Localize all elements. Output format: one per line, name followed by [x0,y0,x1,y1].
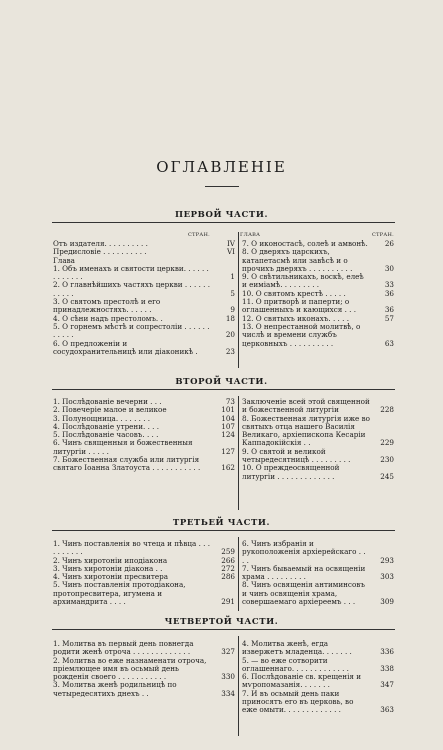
toc-column-left [53,398,235,473]
toc-entry[interactable]: 3. Полунощница. . . . . . . . 104 [53,413,235,423]
toc-entry[interactable]: 3. О святомъ престолѣ и его принадлежностяхъ. . . . . . 9 [53,297,235,315]
toc-entry[interactable]: 6. О предложеніи и сосудохранительницѣ или діаконикѣ . 23 [53,338,235,356]
title-divider [205,186,239,187]
toc-entry[interactable]: 3. Молитва женѣ родильницѣ по четыредесятихъ днехъ . . 334 [53,680,235,698]
toc-entry[interactable]: 5. О горнемъ мѣстѣ и сопрестоліи . . . . . . . . . . . 20 [53,321,235,340]
toc-entry[interactable]: 9. О святой и великой четыредесятницѣ . . . . . . . . . 230 [242,446,394,465]
section-rule [52,530,395,531]
toc-entry[interactable]: 1. Молитва въ первый день повнегда родити женѣ отроча . . . . . . . . . . . . . 327 [53,639,235,657]
column-header-chapter: ГЛАВА [240,232,261,238]
toc-entry[interactable]: 3. Чинъ хиротоніи діакона . . 272 [53,563,235,573]
toc-entry[interactable]: 7. И въ осьмый день паки приносятъ его въ церковь, во еже омыти. . . . . . . . . . . . . 363 [242,688,394,715]
column-divider [238,537,239,611]
section-heading-part3: ТРЕТЬЕЙ ЧАСТИ. [172,518,271,528]
toc-entry[interactable]: 10. О святомъ крестѣ . . . . . 36 [242,288,394,298]
toc-entry[interactable]: Отъ издателя. . . . . . . . . . IV [53,239,235,248]
section-heading-part4: ЧЕТВЕРТОЙ ЧАСТИ. [164,617,279,627]
toc-column-right [242,540,394,606]
toc-entry[interactable]: 7. О иконостасѣ, солеѣ и амвонѣ. 26 [242,239,394,248]
toc-entry[interactable]: 8. Чинъ освященія антиминсовъ и чинъ освященія храма, совершаемаго архіереемъ . . . 309 [242,580,394,607]
column-header-pages: СТРАН. [188,232,211,238]
column-divider [238,396,239,510]
toc-column-right [242,398,394,481]
column-divider [238,232,239,368]
toc-entry[interactable]: 5. Послѣдованіе часовъ. . . . 124 [53,430,235,440]
toc-entry[interactable]: 5. Чинъ поставленія протодіакона, протопресвитера, игумена и архимандрита . . . . 291 [53,580,235,607]
toc-entry[interactable]: 12. О святыхъ иконахъ. . . . . 57 [242,313,394,323]
toc-column-left [53,240,235,356]
toc-entry[interactable]: 8. Божественная литургія иже во святыхъ отца нашего Василія Великаго, архіепископа Кесаріи Каппадокійскія . . 229 [242,413,394,448]
toc-entry[interactable]: 6. Послѣдованіе св. крещенія и мѵропомазанія. . . . . . . 347 [242,672,394,690]
toc-column-right [242,240,394,348]
toc-column-right [242,640,394,715]
toc-column-left [53,640,235,698]
toc-entry[interactable]: 2. О главнѣйшихъ частяхъ церкви . . . . . . . . . . . 5 [53,280,235,298]
column-header-pages: СТРАН. [372,232,395,238]
toc-entry[interactable]: 4. Послѣдованіе утрени. . . . 107 [53,421,235,431]
section-rule [52,629,395,630]
section-rule [52,389,395,390]
toc-column-left [53,540,235,606]
toc-entry[interactable]: 8. О дверяхъ царскихъ, катапетасмѣ или завѣсѣ и о прочихъ дверяхъ . . . . . . . . . . 30 [242,247,394,273]
toc-entry[interactable]: 11. О притворѣ и паперти; о оглашенныхъ и кающихся . . . 36 [242,297,394,315]
toc-entry[interactable]: 2. Чинъ хиротоніи иподіакона 266 [53,555,235,565]
toc-entry[interactable]: Заключеніе всей этой священной и божественной литургіи 228 [242,397,394,415]
section-rule [52,222,395,223]
page-title: ОГЛАВЛЕНІЕ [156,158,287,176]
toc-entry[interactable]: Предисловіе . . . . . . . . . . VI [53,247,235,257]
toc-entry[interactable]: 1. Послѣдованіе вечерни . . . 73 [53,397,235,406]
toc-entry[interactable]: 7. Чинъ бываемый на освященіи храма . . . . . . . . . 303 [242,563,394,582]
toc-entry[interactable]: 2. Молитва во еже назнаменати отроча, пріемлющее имя въ осьмый день рожденія своего . . . . . . . . . . . 330 [53,655,235,682]
section-heading-part2: ВТОРОЙ ЧАСТИ. [175,377,268,387]
toc-entry[interactable]: 1. Чинъ поставленія во чтеца и пѣвца . . . . . . . . . . 259 [53,539,235,557]
toc-entry[interactable]: 4. Чинъ хиротоніи пресвитера 286 [53,572,235,582]
toc-entry[interactable]: 4. О сѣни надъ престоломъ. . 18 [53,313,235,323]
column-divider [238,636,239,736]
toc-entry[interactable]: 10. О преждеосвященной литургіи . . . . . . . . . . . . . 245 [242,463,394,481]
toc-entry[interactable]: 1. Объ именахъ и святости церкви. . . . . . . . . . . . . 1 [53,263,235,282]
toc-entry[interactable]: 2. Повечеріе малое и великое 101 [53,405,235,415]
section-heading-part1: ПЕРВОЙ ЧАСТИ. [174,210,269,220]
toc-entry[interactable]: 13. О непрестанной молитвѣ, о числѣ и времени службъ церковныхъ . . . . . . . . . . 63 [242,321,394,348]
toc-entry[interactable]: 5. — во еже сотворити оглашеннаго. . . . . . . . . . . . . 338 [242,655,394,673]
toc-entry[interactable]: 4. Молитва женѣ, егда извержетъ младенца. . . . . . . 336 [242,639,394,657]
toc-entry[interactable]: 9. О свѣтильникахъ, воскѣ, елеѣ и еиміамѣ. . . . . . . . . 33 [242,272,394,290]
toc-entry[interactable]: 7. Божественная служба или литургія святаго Іоанна Златоуста . . . . . . . . . . . 162 [53,455,235,473]
toc-entry[interactable]: 6. Чинъ избранія и рукоположенія архіерейскаго . . . . 293 [242,539,394,565]
toc-entry: Глава [53,255,75,265]
toc-entry[interactable]: 6. Чинъ священныя и божественныя литургіи . . . . . 127 [53,438,235,456]
